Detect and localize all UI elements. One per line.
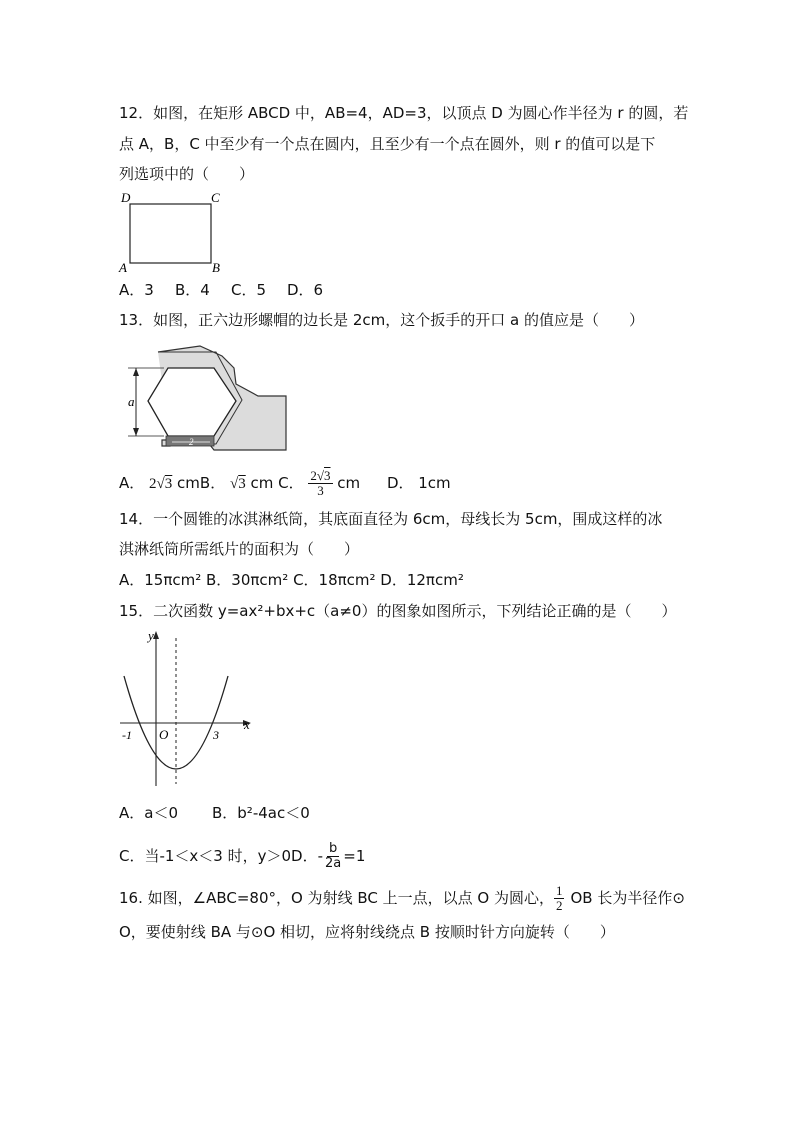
q16-text-part1: 16. 如图，∠ABC=80°，O 为射线 BC 上一点，以点 O 为圆心，	[119, 889, 554, 907]
q13-text-line1: 13．如图，正六边形螺帽的边长是 2cm，这个扳手的开口 a 的值应是（ ）	[119, 311, 644, 329]
label-side-2: 2	[189, 437, 194, 447]
q16-text-part2: OB 长为半径作⊙	[570, 889, 685, 907]
fraction-numerator: 1	[555, 883, 563, 898]
q15-parabola-figure	[118, 626, 258, 792]
q13-option-a-prefix[interactable]: A．	[119, 474, 145, 492]
sqrt-symbol: √	[229, 476, 239, 492]
fraction-denominator: 2	[555, 898, 563, 913]
fraction-denominator: 2a	[325, 856, 342, 871]
q12-text-line3: 列选项中的（ ）	[119, 165, 255, 183]
label-b: B	[212, 260, 220, 275]
label-a-dimension: a	[128, 394, 135, 409]
q13-option-a-coef: 2	[149, 476, 157, 492]
q13-option-c-coef: 2	[310, 468, 317, 483]
q13-option-d[interactable]: D． 1cm	[386, 474, 451, 492]
q15-text-line1: 15．二次函数 y=ax²+bx+c（a≠0）的图象如图所示，下列结论正确的是（ ）	[119, 602, 677, 620]
fraction-numerator: b	[329, 841, 338, 856]
q13-option-a-value[interactable]	[149, 476, 172, 492]
label-d: D	[121, 190, 131, 205]
label-origin: O	[159, 727, 169, 742]
q12-text-line1: 12．如图，在矩形 ABCD 中，AB=4，AD=3，以顶点 D 为圆心作半径为 r 的圆，若	[119, 104, 689, 122]
label-a: A	[119, 260, 127, 275]
q13-wrench-hexagon-figure	[118, 340, 288, 452]
label-minus-one: -1	[122, 728, 132, 742]
q16-text-line2: O，要使射线 BA 与⊙O 相切，应将射线绕点 B 按顺时针方向旋转（ ）	[119, 923, 615, 941]
sqrt-symbol: √	[156, 476, 165, 492]
q16-half-fraction	[554, 884, 565, 913]
q15-option-b[interactable]: B．b²-4ac＜0	[212, 804, 310, 822]
q13-option-b-unit: cm C．	[245, 474, 304, 492]
q14-text-line2: 淇淋纸筒所需纸片的面积为（ ）	[119, 540, 360, 558]
q15-option-c[interactable]: C．当-1＜x＜3 时，y＞0	[119, 847, 292, 865]
label-three: 3	[213, 728, 219, 742]
q13-option-b-radicand: 3	[238, 476, 246, 492]
q12-text-line2: 点 A，B，C 中至少有一个点在圆内，且至少有一个点在圆外，则 r 的值可以是下	[119, 135, 656, 153]
q13-option-c-radicand: 3	[324, 468, 331, 483]
q14-text-line1: 14．一个圆锥的冰淇淋纸筒，其底面直径为 6cm，母线长为 5cm，围成这样的冰	[119, 510, 663, 528]
q14-options[interactable]: A．15πcm² B．30πcm² C．18πcm² D．12πcm²	[119, 571, 464, 589]
q12-option-a[interactable]: A．3	[119, 281, 154, 299]
fraction-numerator	[308, 469, 332, 484]
q12-option-b[interactable]: B．4	[175, 281, 210, 299]
q15-options-cd	[119, 842, 365, 870]
q13-option-a-unit: cmB．	[172, 474, 226, 492]
q15-option-d-fraction	[323, 842, 343, 871]
q15-option-d-prefix[interactable]: D．-	[291, 847, 324, 865]
q13-option-c-unit: cm	[332, 474, 361, 492]
label-x-axis: x	[244, 717, 250, 732]
q12-rectangle-figure	[115, 188, 230, 278]
q13-option-c-fraction[interactable]	[308, 469, 332, 498]
q13-option-b-value[interactable]	[230, 476, 246, 492]
q15-option-d-suffix: =1	[343, 847, 366, 865]
fraction-denominator: 3	[317, 483, 324, 498]
q12-option-c[interactable]: C．5	[231, 281, 267, 299]
q13-options	[119, 468, 451, 498]
q15-option-a[interactable]: A．a＜0	[119, 804, 178, 822]
q12-options	[119, 280, 323, 300]
sqrt-symbol: √	[316, 468, 325, 483]
q13-option-a-radicand: 3	[164, 476, 173, 492]
label-y-axis: y	[148, 628, 154, 643]
label-c: C	[211, 190, 220, 205]
q16-text-line1	[119, 884, 685, 912]
q15-options-ab	[119, 803, 310, 823]
q12-option-d[interactable]: D．6	[287, 281, 324, 299]
